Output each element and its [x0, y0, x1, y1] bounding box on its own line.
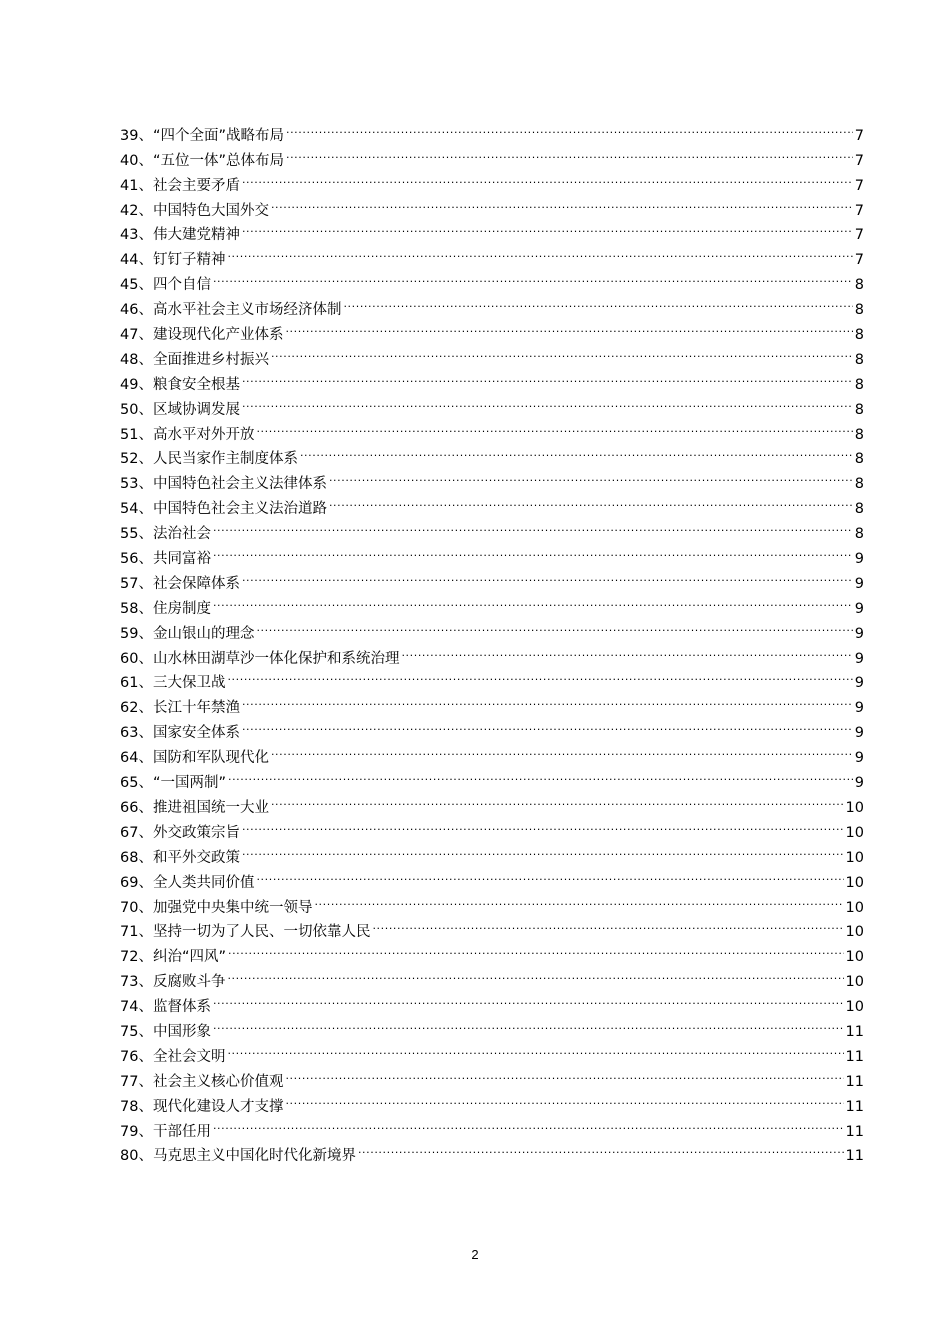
toc-entry[interactable] — [120, 289, 864, 319]
toc-entry-page: 9 — [854, 750, 864, 767]
toc-entry-number: 74 — [120, 999, 139, 1016]
toc-entry[interactable] — [120, 961, 864, 991]
toc-entry-separator: 、 — [138, 401, 153, 418]
toc-entry-title: 山水林田湖草沙一体化保护和系统治理 — [152, 650, 400, 667]
toc-entry-number: 55 — [120, 526, 139, 543]
toc-entry-number: 39 — [120, 127, 139, 144]
toc-entry-title: 全社会文明 — [152, 1048, 226, 1065]
toc-entry-page: 10 — [845, 999, 864, 1016]
toc-entry-page: 10 — [845, 899, 864, 916]
toc-entry-title: 中国特色社会主义法治道路 — [152, 501, 327, 518]
toc-entry-separator: 、 — [138, 327, 153, 344]
toc-entry-separator: 、 — [138, 575, 153, 592]
toc-entry[interactable] — [120, 1036, 864, 1065]
toc-entry[interactable] — [120, 563, 864, 592]
toc-entry[interactable] — [120, 787, 864, 816]
toc-entry-number: 73 — [120, 974, 139, 991]
toc-dot-leader — [286, 140, 853, 165]
toc-entry-title: 全人类共同价值 — [152, 874, 255, 891]
toc-entry-separator: 、 — [138, 526, 153, 543]
toc-entry[interactable] — [120, 762, 864, 792]
toc-entry-title: 中国特色大国外交 — [152, 202, 269, 219]
toc-entry-page: 8 — [854, 501, 864, 518]
toc-dot-leader — [242, 215, 853, 240]
toc-dot-leader — [213, 1111, 844, 1136]
toc-entry-separator: 、 — [138, 675, 153, 692]
toc-entry-title: 中国特色社会主义法律体系 — [152, 476, 327, 493]
toc-entry-separator: 、 — [138, 924, 153, 941]
toc-entry-number: 58 — [120, 600, 139, 617]
toc-entry-page: 9 — [854, 600, 864, 617]
toc-dot-leader — [300, 439, 853, 464]
toc-entry-separator: 、 — [138, 600, 153, 617]
toc-entry-separator: 、 — [138, 625, 153, 642]
toc-entry-number: 44 — [120, 252, 139, 269]
toc-entry-number: 72 — [120, 949, 139, 966]
toc-entry-page: 9 — [854, 675, 864, 692]
toc-entry-number: 54 — [120, 501, 139, 518]
toc-entry-title: 反腐败斗争 — [152, 974, 226, 991]
toc-dot-leader — [242, 837, 844, 862]
toc-entry-title: 社会主要矛盾 — [152, 177, 240, 194]
toc-entry-number: 41 — [120, 177, 139, 194]
toc-dot-leader — [358, 1136, 844, 1161]
toc-dot-leader — [242, 364, 853, 389]
toc-dot-leader — [285, 1086, 843, 1111]
toc-dot-leader — [329, 488, 853, 513]
toc-entry-page: 7 — [854, 127, 864, 144]
toc-entry-page: 8 — [854, 451, 864, 468]
toc-entry[interactable] — [120, 1111, 864, 1140]
toc-entry-separator: 、 — [138, 1148, 153, 1165]
toc-entry[interactable] — [120, 264, 864, 294]
toc-entry-separator: 、 — [138, 426, 153, 443]
toc-entry-separator: 、 — [138, 501, 153, 518]
toc-entry-number: 57 — [120, 575, 139, 592]
toc-entry[interactable] — [120, 588, 864, 617]
toc-entry-page: 7 — [854, 227, 864, 244]
toc-entry[interactable] — [120, 239, 864, 269]
toc-entry-title: 坚持一切为了人民、一切依靠人民 — [152, 924, 371, 941]
toc-entry-separator: 、 — [138, 127, 153, 144]
toc-entry-page: 11 — [845, 1098, 864, 1115]
toc-entry-separator: 、 — [138, 949, 153, 966]
toc-entry-separator: 、 — [138, 849, 153, 866]
toc-dot-leader — [242, 165, 853, 190]
toc-entry-number: 61 — [120, 675, 139, 692]
toc-entry-page: 11 — [845, 1048, 864, 1065]
toc-entry-number: 49 — [120, 376, 139, 393]
toc-entry-number: 66 — [120, 799, 139, 816]
toc-dot-leader — [271, 787, 844, 812]
toc-entry-number: 47 — [120, 327, 139, 344]
toc-entry-separator: 、 — [138, 1073, 153, 1090]
toc-dot-leader — [256, 613, 852, 638]
toc-entry-number: 67 — [120, 824, 139, 841]
toc-entry-separator: 、 — [138, 551, 153, 568]
toc-entry-separator: 、 — [138, 177, 153, 194]
toc-entry-number: 48 — [120, 351, 139, 368]
toc-dot-leader — [372, 912, 843, 937]
toc-entry-title: 区域协调发展 — [152, 401, 240, 418]
table-of-contents — [120, 115, 864, 1165]
toc-entry-separator: 、 — [138, 1098, 153, 1115]
toc-entry[interactable] — [120, 1061, 864, 1090]
toc-entry-number: 62 — [120, 700, 139, 717]
toc-entry[interactable] — [120, 538, 864, 568]
toc-entry-title: 外交政策宗旨 — [152, 824, 240, 841]
toc-entry-number: 65 — [120, 775, 139, 792]
toc-entry-page: 8 — [854, 476, 864, 493]
toc-entry-title: 国家安全体系 — [152, 725, 240, 742]
toc-dot-leader — [285, 1061, 843, 1086]
toc-entry-separator: 、 — [138, 824, 153, 841]
toc-entry-page: 10 — [845, 874, 864, 891]
toc-dot-leader — [228, 936, 844, 961]
toc-entry-separator: 、 — [138, 451, 153, 468]
toc-entry-page: 9 — [854, 775, 864, 792]
toc-dot-leader — [314, 887, 843, 912]
toc-entry-title: 全面推进乡村振兴 — [152, 351, 269, 368]
toc-dot-leader — [242, 563, 853, 588]
toc-entry-title: 中国形象 — [152, 1023, 211, 1040]
toc-dot-leader — [213, 264, 853, 289]
toc-entry[interactable] — [120, 513, 864, 543]
toc-dot-leader — [242, 687, 853, 712]
toc-entry-number: 51 — [120, 426, 139, 443]
toc-entry-title: 三大保卫战 — [152, 675, 226, 692]
toc-entry-number: 56 — [120, 551, 139, 568]
toc-entry-page: 9 — [854, 650, 864, 667]
toc-entry-separator: 、 — [138, 750, 153, 767]
toc-entry-number: 78 — [120, 1098, 139, 1115]
toc-entry-number: 71 — [120, 924, 139, 941]
toc-entry-page: 7 — [854, 202, 864, 219]
toc-entry-separator: 、 — [138, 302, 153, 319]
toc-entry-page: 9 — [854, 625, 864, 642]
toc-entry-separator: 、 — [138, 351, 153, 368]
toc-entry-number: 53 — [120, 476, 139, 493]
toc-entry-separator: 、 — [138, 277, 153, 294]
toc-dot-leader — [329, 463, 853, 488]
toc-entry-number: 59 — [120, 625, 139, 642]
toc-entry-page: 9 — [854, 575, 864, 592]
toc-entry-title: 住房制度 — [152, 600, 211, 617]
toc-entry[interactable] — [120, 936, 864, 966]
toc-entry-number: 43 — [120, 227, 139, 244]
toc-entry-separator: 、 — [138, 650, 153, 667]
toc-entry-title: “五位一体”总体布局 — [152, 152, 284, 169]
toc-entry[interactable] — [120, 1011, 864, 1040]
toc-entry-title: 社会主义核心价值观 — [152, 1073, 284, 1090]
toc-entry-page: 11 — [845, 1073, 864, 1090]
toc-entry-separator: 、 — [138, 775, 153, 792]
toc-dot-leader — [242, 389, 853, 414]
toc-dot-leader — [256, 862, 843, 887]
toc-entry-title: 粮食安全根基 — [152, 376, 240, 393]
toc-dot-leader — [227, 663, 852, 688]
toc-entry-title: 高水平对外开放 — [152, 426, 255, 443]
toc-entry-separator: 、 — [138, 799, 153, 816]
toc-entry-title: 纠治“四风” — [152, 949, 226, 966]
toc-entry-number: 75 — [120, 1023, 139, 1040]
toc-entry-title: 国防和军队现代化 — [152, 750, 269, 767]
toc-entry-title: 和平外交政策 — [152, 849, 240, 866]
toc-entry[interactable] — [120, 986, 864, 1016]
toc-entry-number: 40 — [120, 152, 139, 169]
toc-entry-page: 7 — [854, 252, 864, 269]
toc-entry-page: 10 — [845, 824, 864, 841]
toc-entry-title: 干部任用 — [152, 1123, 211, 1140]
toc-entry-title: 高水平社会主义市场经济体制 — [152, 302, 342, 319]
toc-dot-leader — [343, 289, 852, 314]
toc-entry-page: 8 — [854, 376, 864, 393]
toc-entry-page: 10 — [845, 849, 864, 866]
toc-entry-title: 推进祖国统一大业 — [152, 799, 269, 816]
page-number: 2 — [471, 1247, 479, 1262]
toc-entry-number: 69 — [120, 874, 139, 891]
toc-entry-page: 10 — [845, 949, 864, 966]
toc-entry-title: 加强党中央集中统一领导 — [152, 899, 313, 916]
toc-entry-number: 60 — [120, 650, 139, 667]
toc-entry-separator: 、 — [138, 1048, 153, 1065]
toc-entry-page: 8 — [854, 327, 864, 344]
toc-entry-title: 长江十年禁渔 — [152, 700, 240, 717]
toc-entry-number: 45 — [120, 277, 139, 294]
toc-entry-number: 64 — [120, 750, 139, 767]
toc-entry-title: 伟大建党精神 — [152, 227, 240, 244]
toc-dot-leader — [227, 1036, 843, 1061]
toc-entry-page: 11 — [845, 1023, 864, 1040]
toc-entry-separator: 、 — [138, 874, 153, 891]
toc-entry-number: 50 — [120, 401, 139, 418]
toc-entry-title: 现代化建设人才支撑 — [152, 1098, 284, 1115]
toc-entry-page: 11 — [845, 1123, 864, 1140]
toc-entry[interactable] — [120, 613, 864, 642]
toc-dot-leader — [228, 762, 853, 787]
toc-entry-page: 8 — [854, 526, 864, 543]
toc-entry-page: 10 — [845, 799, 864, 816]
toc-entry-title: 马克思主义中国化时代化新境界 — [152, 1148, 356, 1165]
toc-entry-separator: 、 — [138, 202, 153, 219]
toc-entry-separator: 、 — [138, 227, 153, 244]
toc-entry-number: 52 — [120, 451, 139, 468]
toc-dot-leader — [213, 588, 853, 613]
toc-entry[interactable] — [120, 1136, 864, 1165]
toc-entry-page: 8 — [854, 302, 864, 319]
toc-entry-page: 9 — [854, 725, 864, 742]
toc-entry-separator: 、 — [138, 152, 153, 169]
toc-entry[interactable] — [120, 115, 864, 144]
toc-dot-leader — [213, 986, 844, 1011]
toc-entry-separator: 、 — [138, 1023, 153, 1040]
toc-entry-number: 80 — [120, 1148, 139, 1165]
toc-entry-page: 9 — [854, 551, 864, 568]
toc-entry-page: 8 — [854, 426, 864, 443]
toc-entry-page: 8 — [854, 401, 864, 418]
toc-dot-leader — [271, 737, 853, 762]
toc-entry-page: 10 — [845, 924, 864, 941]
toc-dot-leader — [213, 513, 853, 538]
toc-entry-page: 9 — [854, 700, 864, 717]
toc-dot-leader — [227, 961, 843, 986]
toc-entry-page: 10 — [845, 974, 864, 991]
toc-dot-leader — [256, 414, 852, 439]
toc-dot-leader — [285, 314, 852, 339]
toc-entry-title: “四个全面”战略布局 — [152, 127, 284, 144]
toc-dot-leader — [271, 339, 853, 364]
toc-dot-leader — [271, 190, 853, 215]
toc-entry-separator: 、 — [138, 1123, 153, 1140]
toc-entry-separator: 、 — [138, 476, 153, 493]
toc-dot-leader — [401, 638, 852, 663]
toc-entry-number: 79 — [120, 1123, 139, 1140]
toc-entry-title: 建设现代化产业体系 — [152, 327, 284, 344]
toc-dot-leader — [242, 812, 844, 837]
toc-dot-leader — [213, 538, 853, 563]
toc-dot-leader — [227, 239, 852, 264]
toc-dot-leader — [242, 712, 853, 737]
toc-entry-number: 46 — [120, 302, 139, 319]
toc-entry-separator: 、 — [138, 999, 153, 1016]
toc-entry-separator: 、 — [138, 899, 153, 916]
toc-entry-title: 金山银山的理念 — [152, 625, 255, 642]
toc-entry-number: 77 — [120, 1073, 139, 1090]
toc-entry-page: 7 — [854, 177, 864, 194]
toc-entry-number: 76 — [120, 1048, 139, 1065]
toc-entry[interactable] — [120, 687, 864, 717]
toc-dot-leader — [286, 115, 853, 140]
toc-entry-page: 8 — [854, 351, 864, 368]
toc-entry-title: 四个自信 — [152, 277, 211, 294]
toc-entry-number: 68 — [120, 849, 139, 866]
toc-entry-title: 法治社会 — [152, 526, 211, 543]
toc-entry-title: “一国两制” — [152, 775, 226, 792]
toc-entry-number: 70 — [120, 899, 139, 916]
toc-entry-separator: 、 — [138, 376, 153, 393]
toc-entry-separator: 、 — [138, 252, 153, 269]
toc-entry-title: 人民当家作主制度体系 — [152, 451, 298, 468]
toc-entry-number: 63 — [120, 725, 139, 742]
toc-entry-separator: 、 — [138, 725, 153, 742]
toc-entry[interactable] — [120, 663, 864, 692]
toc-entry-separator: 、 — [138, 700, 153, 717]
toc-entry-title: 共同富裕 — [152, 551, 211, 568]
toc-entry-page: 11 — [845, 1148, 864, 1165]
toc-entry-page: 8 — [854, 277, 864, 294]
toc-entry-title: 监督体系 — [152, 999, 211, 1016]
toc-entry-separator: 、 — [138, 974, 153, 991]
toc-entry-page: 7 — [854, 152, 864, 169]
toc-entry-title: 钉钉子精神 — [152, 252, 226, 269]
toc-entry-title: 社会保障体系 — [152, 575, 240, 592]
toc-entry-number: 42 — [120, 202, 139, 219]
toc-dot-leader — [213, 1011, 844, 1036]
